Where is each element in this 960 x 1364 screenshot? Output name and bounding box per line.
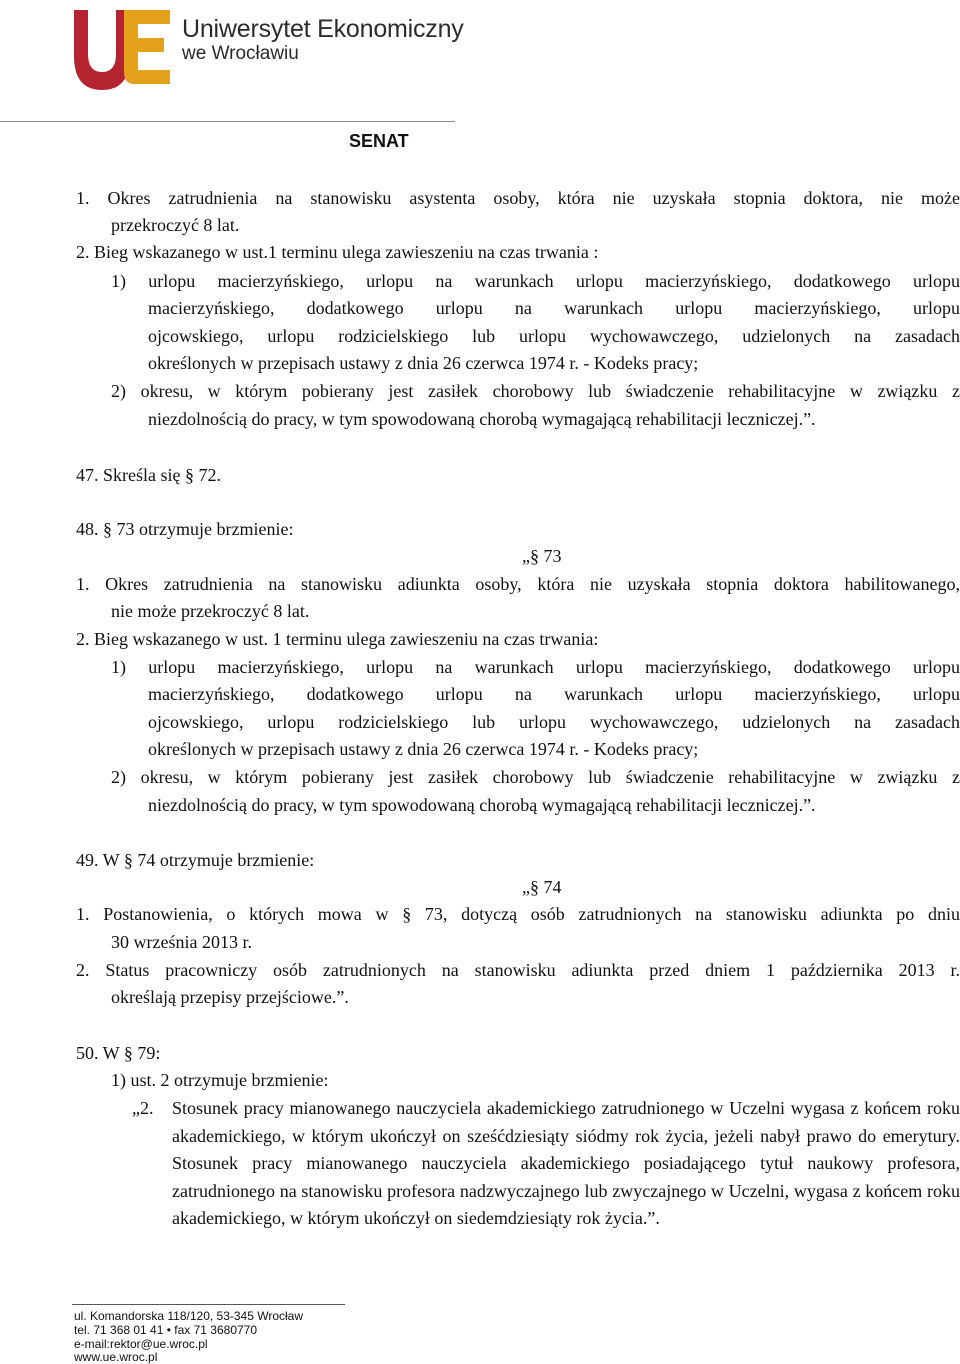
s73-1-line-b: nie może przekroczyć 8 lat. (111, 601, 310, 621)
item-47: 47. Skreśla się § 72. (76, 465, 221, 485)
s73-2-heading: 2. Bieg wskazanego w ust. 1 terminu ulega zawieszeniu na czas trwania: (76, 629, 599, 649)
s73-2-1-line-a: 1) urlopu macierzyńskiego, urlopu na warunkach urlopu macierzyńskiego, dodatkowego urlopu (111, 657, 960, 677)
footer-phone: tel. 71 368 01 41 • fax 71 3680770 (74, 1323, 258, 1337)
paragraph-2-2-line-b: niezdolnością do pracy, w tym spowodowaną chorobą wymagającą rehabilitacji leczniczej.”. (148, 409, 816, 429)
footer-email[interactable]: e-mail:rektor@ue.wroc.pl (74, 1337, 208, 1351)
footer-website[interactable]: www.ue.wroc.pl (74, 1350, 158, 1364)
section-73-heading: „§ 73 (522, 546, 562, 566)
paragraph-2-1-line-a: 1) urlopu macierzyńskiego, urlopu na warunkach urlopu macierzyńskiego, dodatkowego urlopu (111, 271, 960, 291)
paragraph-2-heading: 2. Bieg wskazanego w ust.1 terminu ulega zawieszeniu na czas trwania : (76, 242, 599, 262)
item-50-1: 1) ust. 2 otrzymuje brzmienie: (111, 1070, 329, 1090)
university-logo (72, 6, 172, 92)
paragraph-2-2-line-a: 2) okresu, w którym pobierany jest zasiłek chorobowy lub świadczenie rehabilitacyjne w związku z (111, 381, 960, 401)
item-49: 49. W § 74 otrzymuje brzmienie: (76, 850, 315, 870)
s73-2-1-line-c: ojcowskiego, urlopu rodzicielskiego lub urlopu wychowawczego, udzielonych na zasadach (148, 712, 960, 732)
s73-2-2-line-b: niezdolnością do pracy, w tym spowodowaną chorobą wymagającą rehabilitacji leczniczej.”. (148, 795, 816, 815)
section-74-heading: „§ 74 (522, 877, 562, 897)
quoted-paragraph-number: „2. (132, 1098, 154, 1118)
item-48: 48. § 73 otrzymuje brzmienie: (76, 519, 294, 539)
brand-name: Uniwersytet Ekonomiczny (182, 15, 464, 43)
footer-divider (72, 1304, 345, 1305)
paragraph-1-line-b: przekroczyć 8 lat. (111, 215, 240, 235)
s73-1-line-a: 1. Okres zatrudnienia na stanowisku adiunkta osoby, która nie uzyskała stopnia doktora habilitowanego, (76, 574, 960, 594)
s74-1-line-b: 30 września 2013 r. (111, 932, 252, 952)
item-50: 50. W § 79: (76, 1043, 161, 1063)
logo-letter-e (124, 10, 170, 84)
paragraph-2-1-line-c: ojcowskiego, urlopu rodzicielskiego lub urlopu wychowawczego, udzielonych na zasadach (148, 326, 960, 346)
logo-letter-u (74, 10, 130, 90)
footer-address: ul. Komandorska 118/120, 53-345 Wrocław (74, 1309, 304, 1323)
s73-2-1-line-b: macierzyńskiego, dodatkowego urlopu na warunkach urlopu macierzyńskiego, urlopu (148, 684, 960, 704)
s74-2-line-a: 2. Status pracowniczy osób zatrudnionych na stanowisku adiunkta przed dniem 1 października 2013 r. (76, 960, 960, 980)
s73-2-1-line-d: określonych w przepisach ustawy z dnia 26 czerwca 1974 r. - Kodeks pracy; (148, 739, 699, 759)
paragraph-1-line-a: 1. Okres zatrudnienia na stanowisku asystenta osoby, która nie uzyskała stopnia doktora, nie może (76, 188, 960, 208)
paragraph-2-1-line-b: macierzyńskiego, dodatkowego urlopu na warunkach urlopu macierzyńskiego, urlopu (148, 298, 960, 318)
s74-1-line-a: 1. Postanowienia, o których mowa w § 73, dotyczą osób zatrudnionych na stanowisku adiunkta po dniu (76, 904, 960, 924)
s73-2-2-line-a: 2) okresu, w którym pobierany jest zasiłek chorobowy lub świadczenie rehabilitacyjne w związku z (111, 767, 960, 787)
paragraph-2-1-line-d: określonych w przepisach ustawy z dnia 26 czerwca 1974 r. - Kodeks pracy; (148, 353, 699, 373)
quoted-paragraph-text: Stosunek pracy mianowanego nauczyciela akademickiego zatrudnionego w Uczelni wygasa z końcem roku akademickiego, w którym ukończył on sześćdziesiąty siódmy rok życia, jeżeli nabył prawo do emerytury. Stosunek pracy mianowanego nauczyciela akademickiego posiadającego tytuł naukowy profesora, zatrudnionego na stanowisku profesora nadzwyczajnego lub zwyczajnego w Uczelni, wygasa z końcem roku akademickiego, w którym ukończył on siedemdziesiąty rok życia.”. (172, 1098, 960, 1228)
brand-city: we Wrocławiu (182, 43, 299, 64)
page-title: SENAT (349, 131, 409, 151)
s74-2-line-b: określają przepisy przejściowe.”. (111, 987, 349, 1007)
header-divider (0, 121, 455, 122)
